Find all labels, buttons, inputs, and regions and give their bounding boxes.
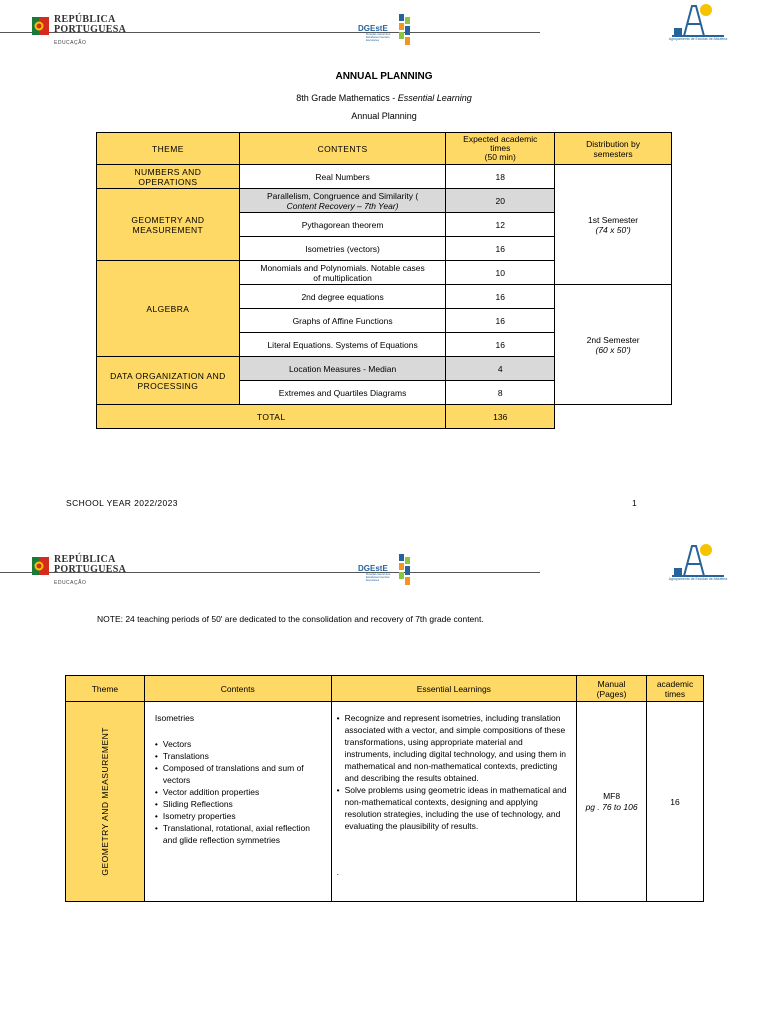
content-cell: Literal Equations. Systems of Equations <box>239 333 446 357</box>
list-item: • Translational, rotational, axial reflection and glide reflection symmetries <box>155 822 325 846</box>
header-learnings: Essential Learnings <box>331 676 577 702</box>
times-cell: 10 <box>446 261 555 285</box>
republica-logo-text: REPÚBLICA PORTUGUESA <box>54 554 127 575</box>
header-times: Expected academic times (50 min) <box>446 133 555 165</box>
contents-list <box>155 738 325 846</box>
times-cell: 16 <box>446 333 555 357</box>
dgeste-logo: DGEstE Direção-Geral dos Estabelecimentos Escolares <box>358 554 418 590</box>
list-item: • Vector addition properties <box>155 786 325 798</box>
theme-cell: GEOMETRY AND MEASUREMENT <box>66 702 145 902</box>
header-theme: THEME <box>97 133 240 165</box>
content-cell: Location Measures - Median <box>239 357 446 381</box>
header-distribution: Distribution by semesters <box>555 133 672 165</box>
total-value: 136 <box>446 405 555 429</box>
agrupamento-logo: Agrupamento de Escolas de Albufeira <box>668 2 728 46</box>
page-subtitle: 8th Grade Mathematics - Essential Learning <box>296 93 472 103</box>
content-cell: Monomials and Polynomials. Notable cases of multiplication <box>239 261 446 285</box>
table-row <box>97 165 672 189</box>
times-cell: 16 <box>446 285 555 309</box>
header-theme: Theme <box>66 676 145 702</box>
times-cell: 8 <box>446 381 555 405</box>
content-cell: Extremes and Quartiles Diagrams <box>239 381 446 405</box>
times-cell: 16 <box>446 237 555 261</box>
contents-cell <box>144 702 331 902</box>
content-cell: Parallelism, Congruence and Similarity ( Content Recovery – 7th Year) <box>239 189 446 213</box>
header-contents: Contents <box>144 676 331 702</box>
agrupamento-logo: Agrupamento de Escolas de Albufeira <box>668 542 728 586</box>
manual-cell: MF8 pg . 76 to 106 <box>577 702 647 902</box>
times-cell: 18 <box>446 165 555 189</box>
learnings-cell <box>331 702 577 902</box>
dgeste-logo: DGEstE Direção-Geral dos Estabelecimentos Escolares <box>358 14 418 50</box>
total-label: TOTAL <box>97 405 446 429</box>
page-header <box>0 0 768 60</box>
theme-data: DATA ORGANIZATION AND PROCESSING <box>97 357 240 405</box>
total-row <box>97 405 672 429</box>
republica-sub-text: EDUCAÇÃO <box>54 580 87 586</box>
list-item: • Solve problems using geometric ideas in mathematical and non-mathematical contexts, designing and applying resolution strategies, including the use of technology, and evaluating the plausibility of results. <box>337 784 571 832</box>
republica-emblem-icon <box>32 15 50 37</box>
republica-emblem-icon <box>32 555 50 577</box>
times-cell: 4 <box>446 357 555 381</box>
content-cell: 2nd degree equations <box>239 285 446 309</box>
footer-page-number: 1 <box>632 498 637 508</box>
note-text: NOTE: 24 teaching periods of 50' are dedicated to the consolidation and recovery of 7th grade content. <box>97 614 484 624</box>
learnings-list <box>337 712 571 832</box>
times-cell: 12 <box>446 213 555 237</box>
page-2 <box>0 540 768 1024</box>
list-item: • Isometry properties <box>155 810 325 822</box>
list-item: • Sliding Reflections <box>155 798 325 810</box>
learnings-end: . <box>336 867 339 877</box>
page-subtitle-2: Annual Planning <box>351 111 417 121</box>
times-cell: 16 <box>446 309 555 333</box>
theme-algebra: ALGEBRA <box>97 261 240 357</box>
content-cell: Graphs of Affine Functions <box>239 309 446 333</box>
table-row <box>66 702 704 902</box>
content-cell: Real Numbers <box>239 165 446 189</box>
times-cell: 20 <box>446 189 555 213</box>
footer-school-year: SCHOOL YEAR 2022/2023 <box>66 498 178 508</box>
header-contents: CONTENTS <box>239 133 446 165</box>
header-times: academic times <box>647 676 704 702</box>
list-item: • Composed of translations and sum of vectors <box>155 762 325 786</box>
theme-numbers: NUMBERS AND OPERATIONS <box>97 165 240 189</box>
republica-sub-text: EDUCAÇÃO <box>54 40 87 46</box>
table-header-row <box>66 676 704 702</box>
theme-geometry: GEOMETRY AND MEASUREMENT <box>97 189 240 261</box>
semester-1-cell: 1st Semester (74 x 50') <box>555 165 672 285</box>
page-title: ANNUAL PLANNING <box>335 71 433 82</box>
contents-title: Isometries <box>154 713 195 723</box>
dgeste-bars-icon <box>399 554 411 586</box>
list-item: • Vectors <box>155 738 325 750</box>
content-cell: Isometries (vectors) <box>239 237 446 261</box>
page-header <box>0 540 768 600</box>
table-header-row <box>97 133 672 165</box>
agrupamento-emblem-icon <box>668 542 728 578</box>
dgeste-bars-icon <box>399 14 411 46</box>
list-item: • Translations <box>155 750 325 762</box>
header-manual: Manual (Pages) <box>577 676 647 702</box>
list-item: • Recognize and represent isometries, including translation associated with a vector, and simple compositions of these transformations, using appropriate material and instruments, including digital technology, and using them in mathematical and non-mathematical contexts, predicting and describing the results obtained. <box>337 712 571 784</box>
semester-2-cell: 2nd Semester (60 x 50') <box>555 285 672 405</box>
republica-logo-text: REPÚBLICA PORTUGUESA <box>54 14 127 35</box>
content-cell: Pythagorean theorem <box>239 213 446 237</box>
annual-planning-table <box>96 132 672 429</box>
times-cell: 16 <box>647 702 704 902</box>
essential-learnings-table <box>65 675 704 902</box>
agrupamento-emblem-icon <box>668 2 728 38</box>
